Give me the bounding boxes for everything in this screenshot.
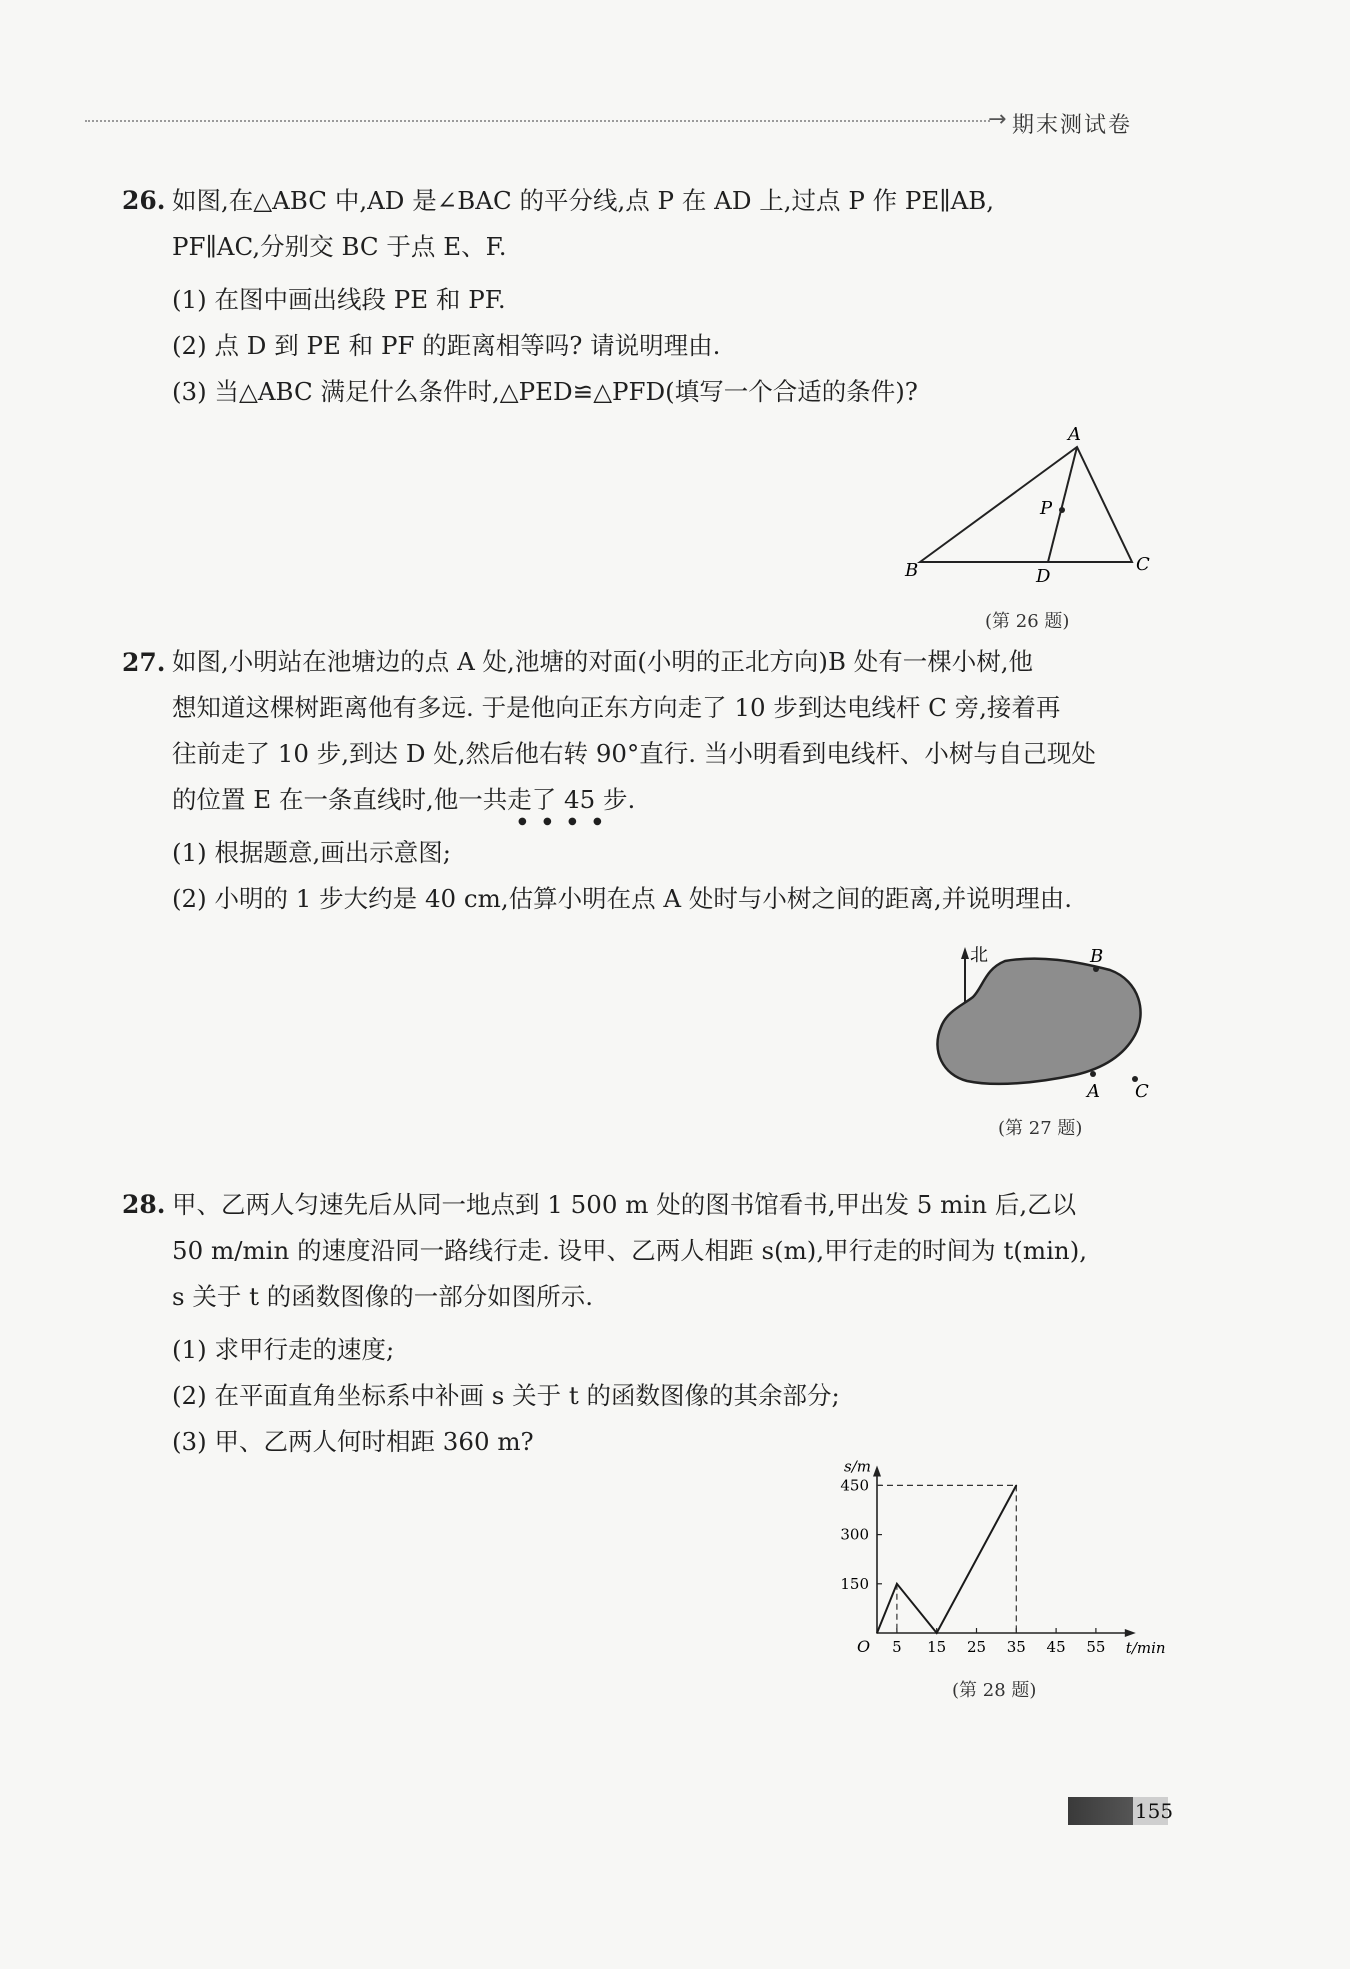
pond-figure bbox=[925, 935, 1165, 1115]
figure-caption: (第 28 题) bbox=[952, 1680, 1037, 1701]
header-arrow-icon: → bbox=[988, 107, 1007, 132]
distance-time-chart bbox=[830, 1410, 1170, 1670]
question-text-line: 50 m/min 的速度沿同一路线行走. 设甲、乙两人相距 s(m),甲行走的时间为 t(min), bbox=[172, 1236, 1088, 1265]
sub-question: (2) 点 D 到 PE 和 PF 的距离相等吗? 请说明理由. bbox=[172, 331, 721, 360]
question-number: 26. bbox=[122, 186, 166, 215]
question-number: 27. bbox=[122, 648, 166, 677]
question-text-line: 如图,小明站在池塘边的点 A 处,池塘的对面(小明的正北方向)B 处有一棵小树,他 bbox=[172, 647, 1034, 676]
y-tick-label: 450 bbox=[840, 1476, 869, 1495]
x-tick-label: 45 bbox=[1046, 1638, 1066, 1656]
label-A: A bbox=[1087, 1081, 1100, 1102]
label-P: P bbox=[1040, 498, 1053, 519]
x-axis-arrow bbox=[1125, 1629, 1136, 1637]
question-number: 28. bbox=[122, 1190, 166, 1219]
page-number: 155 bbox=[1134, 1799, 1174, 1823]
x-tick-label: 55 bbox=[1086, 1638, 1106, 1656]
header-rule bbox=[85, 120, 990, 122]
data-point bbox=[936, 1632, 938, 1634]
label-B: B bbox=[1090, 946, 1104, 967]
y-tick-label: 300 bbox=[840, 1525, 869, 1544]
data-point bbox=[876, 1632, 878, 1634]
data-point bbox=[896, 1583, 898, 1585]
label-A: A bbox=[1068, 424, 1081, 445]
sub-question: (1) 在图中画出线段 PE 和 PF. bbox=[172, 285, 506, 314]
label-C: C bbox=[1135, 1081, 1149, 1102]
data-point bbox=[1016, 1485, 1018, 1487]
question-text-line: s 关于 t 的函数图像的一部分如图所示. bbox=[172, 1282, 594, 1311]
label-C: C bbox=[1136, 554, 1150, 575]
figure-caption: (第 26 题) bbox=[985, 611, 1070, 632]
x-tick-label: 35 bbox=[1006, 1638, 1026, 1656]
sub-question: (1) 求甲行走的速度; bbox=[172, 1335, 395, 1364]
sub-question: (1) 根据题意,画出示意图; bbox=[172, 838, 452, 867]
sub-question: (2) 小明的 1 步大约是 40 cm,估算小明在点 A 处时与小树之间的距离,并说明理由. bbox=[172, 884, 1072, 913]
figure-caption: (第 27 题) bbox=[998, 1118, 1083, 1139]
sub-question: (3) 当△ABC 满足什么条件时,△PED≌△PFD(填写一个合适的条件)? bbox=[172, 377, 918, 406]
x-tick-label: 15 bbox=[927, 1638, 947, 1656]
question-text-line: 的位置 E 在一条直线时,他一共走了 45 步. bbox=[172, 785, 636, 814]
x-axis-label: t/min bbox=[1125, 1639, 1166, 1657]
question-text-line: 甲、乙两人匀速先后从同一地点到 1 500 m 处的图书馆看书,甲出发 5 min 后,乙以 bbox=[172, 1190, 1077, 1219]
x-tick-label: 25 bbox=[966, 1638, 987, 1656]
y-axis-arrow bbox=[873, 1466, 881, 1477]
sub-question: (3) 甲、乙两人何时相距 360 m? bbox=[172, 1427, 534, 1456]
question-text-line: 往前走了 10 步,到达 D 处,然后他右转 90°直行. 当小明看到电线杆、小树与自己现处 bbox=[172, 739, 1096, 768]
label-D: D bbox=[1036, 566, 1051, 587]
x-tick-label: 5 bbox=[892, 1638, 902, 1656]
y-tick-label: 150 bbox=[840, 1574, 869, 1593]
series-line bbox=[877, 1485, 1016, 1633]
triangle-figure bbox=[900, 420, 1170, 590]
label-B: B bbox=[905, 560, 919, 581]
y-axis-label: s/m bbox=[844, 1457, 871, 1476]
question-text-line: 如图,在△ABC 中,AD 是∠BAC 的平分线,点 P 在 AD 上,过点 P 作 PE∥AB, bbox=[172, 186, 995, 215]
origin-label: O bbox=[857, 1637, 871, 1656]
sub-question: (2) 在平面直角坐标系中补画 s 关于 t 的函数图像的其余部分; bbox=[172, 1381, 840, 1410]
north-label: 北 bbox=[970, 945, 988, 966]
question-text-line: PF∥AC,分别交 BC 于点 E、F. bbox=[172, 232, 507, 261]
question-text-line: 想知道这棵树距离他有多远. 于是他向正东方向走了 10 步到达电线杆 C 旁,接着再 bbox=[172, 693, 1061, 722]
header-title: 期末测试卷 bbox=[1012, 113, 1133, 138]
